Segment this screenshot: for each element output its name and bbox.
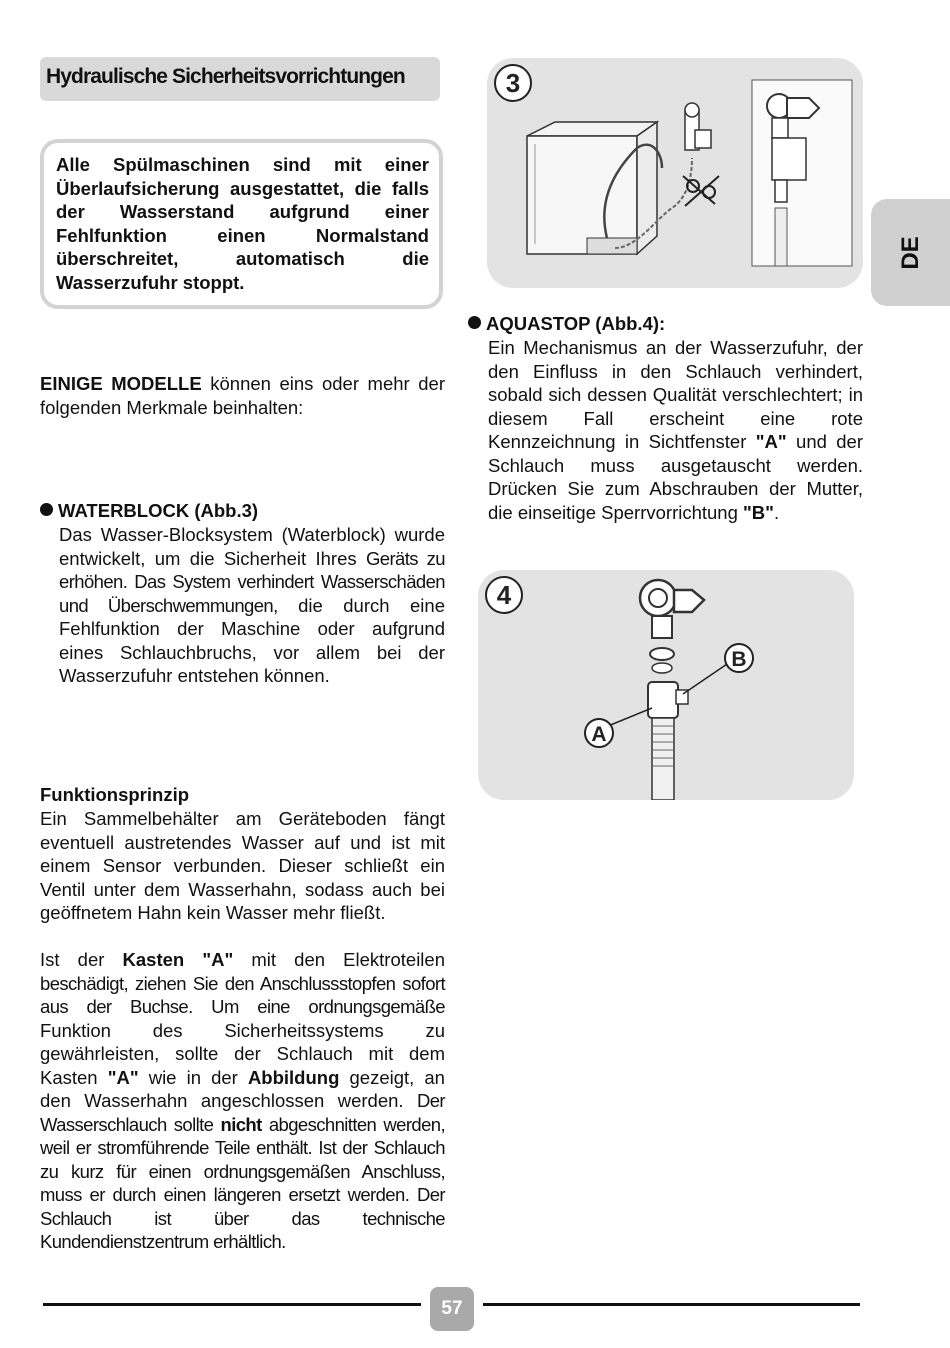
aquastop-t2: und der Schlauch muss ausgetauscht werden. Drücken Sie zum Abschrauben der Mutter, die einseitige Sperrvorrichtung xyxy=(488,431,863,523)
figure-4-number: 4 xyxy=(496,580,512,610)
footer-rule-right xyxy=(483,1303,860,1306)
funktion-p2-g: wie in der xyxy=(138,1066,248,1088)
funktion-p2-j: Der Wasserschlauch sollte xyxy=(40,1090,445,1135)
funktion-heading: Funktionsprinzip xyxy=(40,784,190,805)
waterblock-line3: die durch eine Fehlfunktion der Maschine oder aufgrund eines Schlauchbruchs, vor allem bei der Wasserzufuhr entstehen können. xyxy=(59,594,445,686)
waterblock-line2: Geräts zu erhöhen. Das System verhindert Wasserschäden und Überschwemmungen, xyxy=(59,547,445,616)
figure-3-waterblock xyxy=(487,58,863,288)
aquastop-heading xyxy=(468,312,665,336)
funktion-p2-b: Kasten "A" xyxy=(122,949,234,970)
bullet-icon xyxy=(40,503,53,516)
funktion-p2-a: Ist der xyxy=(40,949,123,970)
language-tab-label: DE xyxy=(896,235,924,270)
callout-b-label: B xyxy=(731,648,747,671)
waterblock-heading-text: WATERBLOCK (Abb.3) xyxy=(58,500,259,521)
waterblock-line1: Das Wasser-Blocksystem (Waterblock) wurde entwickelt, um die Sicherheit Ihres xyxy=(59,524,445,569)
overflow-notice: Alle Spülmaschinen sind mit einer Überlaufsicherung ausgestattet, die falls der Wasserstand aufgrund einer Fehlfunktion einen Normalstand überschreitet, automatisch die Wasserzufuhr stoppt. xyxy=(40,139,443,309)
figure-3-drawing xyxy=(487,58,863,288)
funktion-p2 xyxy=(40,948,445,1254)
models-intro-bold: EINIGE MODELLE xyxy=(40,373,202,394)
aquastop-t1: Ein Mechanismus an der Wasserzufuhr, der den Einfluss in den Schlauch verhindert, sobald sich dessen Qualität verschlechtert; in diesem Fall erscheint eine rote Kennzeichnung in Sichtfenster xyxy=(488,337,863,452)
funktion-p2-i: gezeigt, an den Wasserhahn angeschlossen werden. xyxy=(40,1066,445,1111)
funktion-p2-d: beschädigt, ziehen Sie den Anschlussstopfen sofort aus der Buchse. Um eine ordnungsgemäße xyxy=(40,972,445,1017)
footer-rule-left xyxy=(43,1303,421,1306)
funktion-p1: Ein Sammelbehälter am Geräteboden fängt eventuell austretendes Wasser auf und ist mit einem Sensor verbunden. Dieser schließt ein Ventil unter dem Wasserhahn, sodass auch bei geöffnetem Hahn kein Wasser mehr fließt. xyxy=(40,808,445,923)
models-intro-text: können eins oder mehr der folgenden Merkmale beinhalten: xyxy=(40,373,445,418)
aquastop-b2: "B" xyxy=(743,501,774,523)
aquastop-t3: . xyxy=(773,501,780,523)
funktion-p2-e: Funktion des Sicherheitssystems zu gewährleisten, sollte der Schlauch mit dem Kasten xyxy=(40,1019,445,1088)
funktion-p2-f: "A" xyxy=(107,1066,139,1088)
funktion-p2-l: abgeschnitten werden, weil er stromführende Teile enthält. Ist der Schlauch zu kurz für einen ordnungsgemäßen Anschluss, muss er durch einen längeren ersetzt werden. Der Schlauch ist über das technische Kundendienstzentrum erhältlich. xyxy=(40,1113,445,1252)
funktion-p2-k: nicht xyxy=(220,1113,262,1135)
figure-3-number: 3 xyxy=(505,68,521,98)
aquastop-text xyxy=(488,336,863,524)
page-title: Hydraulische Sicherheitsvorrichtungen xyxy=(40,57,440,101)
aquastop-heading-text: AQUASTOP (Abb.4): xyxy=(486,313,666,334)
page-number: 57 xyxy=(430,1287,474,1331)
figure-4-aquastop xyxy=(478,570,854,800)
funktion-p2-c: mit den Elektroteilen xyxy=(233,949,445,970)
bullet-icon xyxy=(468,316,481,329)
models-intro xyxy=(40,372,445,419)
figure-4-drawing xyxy=(478,570,854,800)
language-tab xyxy=(871,199,950,306)
callout-a-label: A xyxy=(591,723,607,746)
waterblock-text xyxy=(59,523,445,688)
waterblock-heading xyxy=(40,499,258,523)
funktion-p2-h: Abbildung xyxy=(247,1066,340,1088)
aquastop-b1: "A" xyxy=(755,431,787,452)
